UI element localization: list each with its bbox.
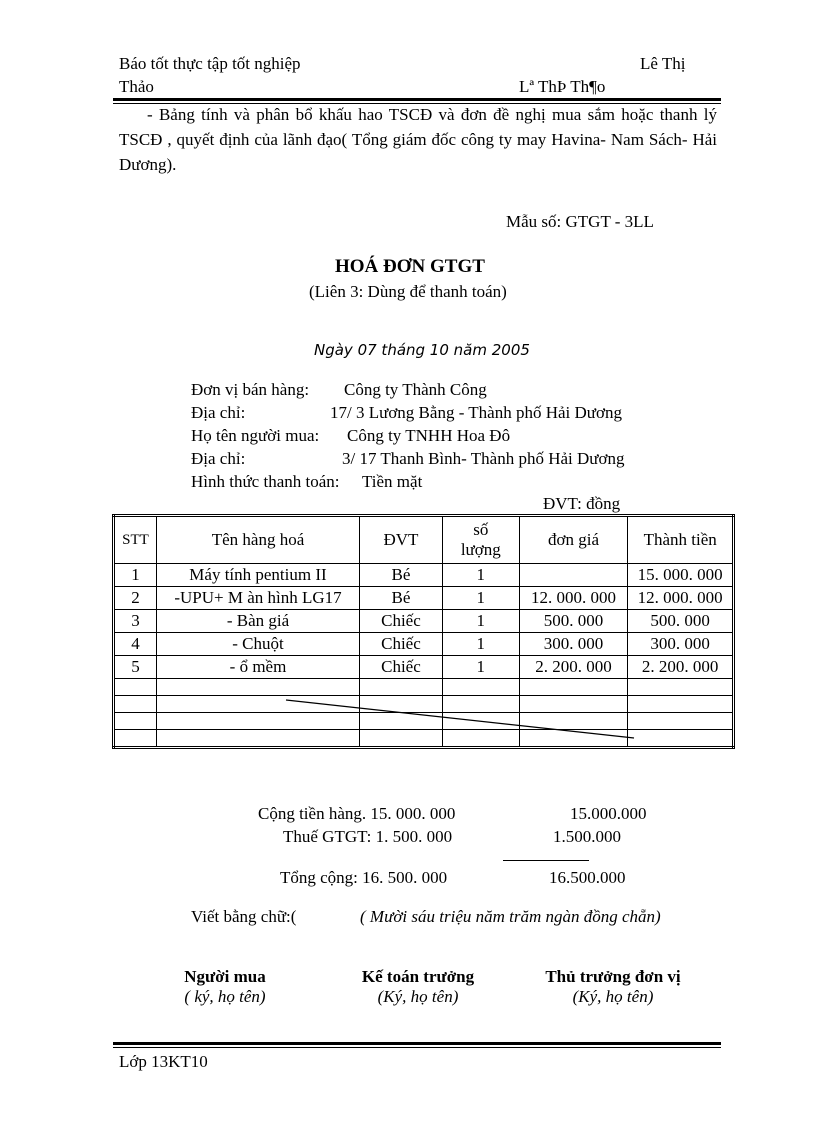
cell-quantity: 1 [442, 587, 519, 610]
cell-stt: 4 [114, 633, 157, 656]
empty-cell [114, 696, 157, 713]
table-row [114, 610, 734, 633]
signature-director-title: Thủ trưởng đơn vị [545, 967, 681, 986]
empty-cell [156, 696, 359, 713]
table-empty-row [114, 730, 734, 748]
empty-cell [628, 730, 734, 748]
table-header-row [114, 516, 734, 564]
table-row [114, 656, 734, 679]
cell-unit-price: 500. 000 [519, 610, 628, 633]
empty-cell [519, 696, 628, 713]
signature-accountant-title: Kế toán trưởng [361, 967, 475, 986]
cell-item-name: - ổ mềm [156, 656, 359, 679]
cell-quantity: 1 [442, 633, 519, 656]
vat-label: Thuế GTGT: 1. 500. 000 [283, 827, 453, 846]
cell-quantity: 1 [442, 564, 519, 587]
cell-quantity: 1 [442, 656, 519, 679]
table-empty-row [114, 713, 734, 730]
header-stt: STT [114, 516, 157, 564]
empty-cell [442, 713, 519, 730]
cell-amount: 500. 000 [628, 610, 734, 633]
seller-label: Đơn vị bán hàng: [191, 380, 310, 399]
cell-quantity: 1 [442, 610, 519, 633]
cell-amount: 15. 000. 000 [628, 564, 734, 587]
seller-address-value: 17/ 3 Lương Bằng - Thành phố Hải Dương [330, 403, 623, 422]
cell-unit-price [519, 564, 628, 587]
footer-class-label: Lớp 13KT10 [119, 1052, 208, 1071]
empty-cell [628, 696, 734, 713]
cell-unit: Bé [360, 587, 443, 610]
cell-unit-price: 2. 200. 000 [519, 656, 628, 679]
buyer-label: Họ tên người mua: [191, 426, 320, 445]
empty-cell [628, 713, 734, 730]
intro-paragraph: - Bảng tính và phân bổ khấu hao TSCĐ và đơn đề nghị mua sắm hoặc thanh lý TSCĐ , quyết định của lãnh đạo( Tổng giám đốc công ty may Havina- Nam Sách- Hải Dương). [119, 105, 717, 174]
signature-buyer-note: ( ký, họ tên) [184, 987, 266, 1006]
empty-cell [156, 730, 359, 748]
invoice-date: Ngày 07 tháng 10 năm 2005 [314, 341, 530, 359]
empty-cell [519, 679, 628, 696]
cell-unit-price: 300. 000 [519, 633, 628, 656]
table-empty-row [114, 679, 734, 696]
cell-unit: Chiếc [360, 656, 443, 679]
table-empty-row [114, 696, 734, 713]
empty-cell [360, 696, 443, 713]
table-row [114, 564, 734, 587]
vat-value: 1.500.000 [553, 827, 621, 846]
goods-total-value: 15.000.000 [570, 804, 647, 823]
header-author-line2: Thảo [119, 77, 154, 96]
empty-cell [360, 679, 443, 696]
signature-buyer-title: Người mua [184, 967, 266, 986]
empty-cell [519, 730, 628, 748]
header-unit-price: đơn giá [519, 516, 628, 564]
invoice-subtitle: (Liên 3: Dùng để thanh toán) [309, 282, 507, 301]
footer-rule [113, 1042, 721, 1048]
unit-note: ĐVT: đồng [543, 494, 621, 513]
cell-item-name: -UPU+ M àn hình LG17 [156, 587, 359, 610]
empty-cell [442, 696, 519, 713]
grand-total-label: Tổng cộng: 16. 500. 000 [280, 868, 448, 887]
header-unit: ĐVT [360, 516, 443, 564]
cell-unit: Bé [360, 564, 443, 587]
empty-cell [442, 679, 519, 696]
header-author-name: Lê Thị [640, 54, 686, 73]
empty-cell [360, 713, 443, 730]
header-quantity: số lượng [442, 516, 519, 564]
cell-unit: Chiếc [360, 610, 443, 633]
cell-item-name: Máy tính pentium II [156, 564, 359, 587]
signature-accountant-note: (Ký, họ tên) [377, 987, 459, 1006]
seller-address-label: Địa chỉ: [191, 403, 246, 422]
buyer-address-value: 3/ 17 Thanh Bình- Thành phố Hải Dương [342, 449, 625, 468]
table-row [114, 633, 734, 656]
cell-stt: 5 [114, 656, 157, 679]
empty-cell [114, 730, 157, 748]
seller-value: Công ty Thành Công [344, 380, 487, 399]
totals-divider [503, 860, 589, 861]
in-words-value: ( Mười sáu triệu năm trăm ngàn đồng chẵn) [360, 907, 661, 926]
empty-cell [519, 713, 628, 730]
table-row [114, 587, 734, 610]
signature-accountant [328, 967, 508, 1007]
empty-cell [156, 713, 359, 730]
form-number: Mẫu số: GTGT - 3LL [506, 212, 654, 231]
empty-cell [114, 713, 157, 730]
header-item-name: Tên hàng hoá [156, 516, 359, 564]
signature-director-note: (Ký, họ tên) [572, 987, 654, 1006]
buyer-value: Công ty TNHH Hoa Đô [347, 426, 511, 445]
header-amount: Thành tiền [628, 516, 734, 564]
signature-director [523, 967, 703, 1007]
cell-stt: 2 [114, 587, 157, 610]
header-author-encoded: Lª ThÞ Th¶o [519, 77, 606, 96]
signature-buyer [135, 967, 315, 1007]
payment-method-value: Tiền mặt [362, 472, 423, 491]
empty-cell [360, 730, 443, 748]
grand-total-value: 16.500.000 [549, 868, 626, 887]
header-title: Báo tốt thực tập tốt nghiệp [119, 54, 301, 73]
empty-cell [114, 679, 157, 696]
items-table [112, 514, 735, 749]
empty-cell [442, 730, 519, 748]
empty-cell [156, 679, 359, 696]
cell-item-name: - Bàn giá [156, 610, 359, 633]
goods-total-label: Cộng tiền hàng. 15. 000. 000 [258, 804, 456, 823]
cell-item-name: - Chuột [156, 633, 359, 656]
invoice-title: HOÁ ĐƠN GTGT [335, 256, 485, 277]
payment-method-label: Hình thức thanh toán: [191, 472, 340, 491]
cell-stt: 1 [114, 564, 157, 587]
cell-unit-price: 12. 000. 000 [519, 587, 628, 610]
buyer-address-label: Địa chỉ: [191, 449, 246, 468]
cell-amount: 12. 000. 000 [628, 587, 734, 610]
cell-amount: 300. 000 [628, 633, 734, 656]
empty-cell [628, 679, 734, 696]
cell-stt: 3 [114, 610, 157, 633]
cell-unit: Chiếc [360, 633, 443, 656]
cell-amount: 2. 200. 000 [628, 656, 734, 679]
in-words-label: Viết bằng chữ:( [191, 907, 297, 926]
